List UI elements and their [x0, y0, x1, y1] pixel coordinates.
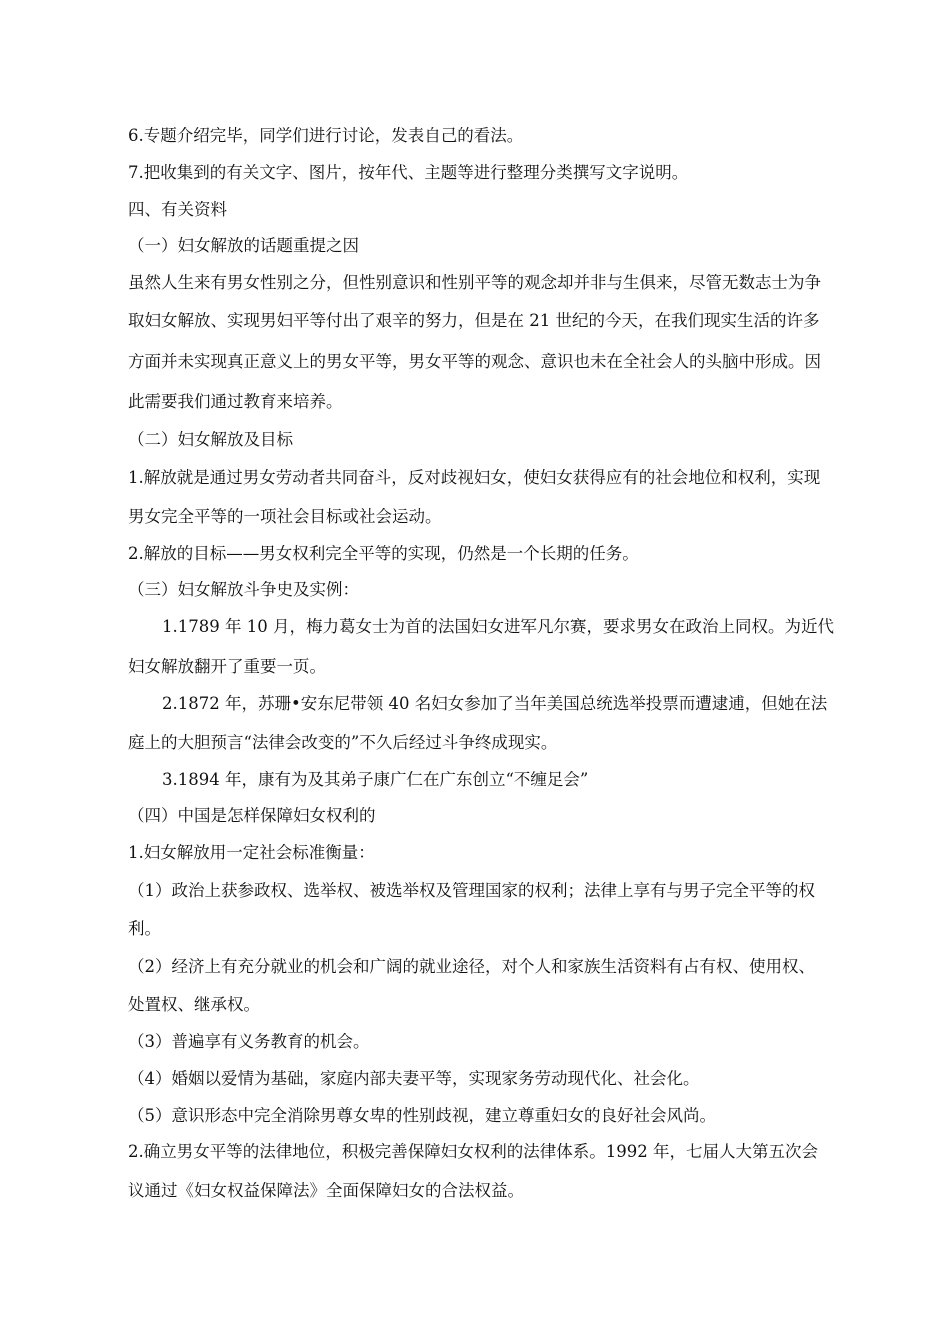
- list-item-line: 1.妇女解放用一定社会标准衡量：: [128, 843, 375, 862]
- list-item-line: （3）普遍享有义务教育的机会。: [128, 1032, 370, 1051]
- subsection-heading-2: （二）妇女解放及目标: [128, 430, 293, 449]
- list-item-line: （4）婚姻以爱情为基础，家庭内部夫妻平等，实现家务劳动现代化、社会化。: [128, 1069, 700, 1088]
- step-6-line: 6.专题介绍完毕，同学们进行讨论，发表自己的看法。: [128, 126, 524, 145]
- example-item-line: 3.1894 年，康有为及其弟子康广仁在广东创立“不缠足会”: [162, 770, 589, 789]
- example-item-line: 庭上的大胆预言“法律会改变的”不久后经过斗争终成现实。: [128, 733, 558, 752]
- list-item-line: 2.确立男女平等的法律地位，积极完善保障妇女权利的法律体系。1992 年，七届人大第五次会: [128, 1142, 818, 1161]
- paragraph-line: 虽然人生来有男女性别之分，但性别意识和性别平等的观念却并非与生俱来，尽管无数志士为争: [128, 273, 821, 292]
- subsection-heading-1: （一）妇女解放的话题重提之因: [128, 236, 359, 255]
- list-item-line: 议通过《妇女权益保障法》全面保障妇女的合法权益。: [128, 1181, 524, 1200]
- list-item-line: 2.解放的目标——男女权利完全平等的实现，仍然是一个长期的任务。: [128, 544, 639, 563]
- list-item-line: 利。: [128, 919, 161, 938]
- example-item-line: 妇女解放翻开了重要一页。: [128, 657, 326, 676]
- paragraph-line: 取妇女解放、实现男妇平等付出了艰辛的努力，但是在 21 世纪的今天，在我们现实生活的许多: [128, 311, 820, 330]
- subsection-heading-3: （三）妇女解放斗争史及实例：: [128, 580, 359, 599]
- list-item-line: （1）政治上获参政权、选举权、被选举权及管理国家的权利；法律上享有与男子完全平等的权: [128, 881, 815, 900]
- subsection-heading-4: （四）中国是怎样保障妇女权利的: [128, 806, 376, 825]
- section-heading-4: 四、有关资料: [128, 200, 227, 219]
- list-item-line: 男女完全平等的一项社会目标或社会运动。: [128, 507, 442, 526]
- list-item-line: （2）经济上有充分就业的机会和广阔的就业途径，对个人和家族生活资料有占有权、使用权、: [128, 957, 815, 976]
- list-item-line: 1.解放就是通过男女劳动者共同奋斗，反对歧视妇女，使妇女获得应有的社会地位和权利，实现: [128, 468, 821, 487]
- paragraph-line: 方面并未实现真正意义上的男女平等，男女平等的观念、意识也未在全社会人的头脑中形成。因: [128, 352, 821, 371]
- example-item-line: 1.1789 年 10 月，梅力葛女士为首的法国妇女进军凡尔赛，要求男女在政治上同权。为近代: [162, 617, 834, 636]
- step-7-line: 7.把收集到的有关文字、图片，按年代、主题等进行整理分类撰写文字说明。: [128, 163, 689, 182]
- list-item-line: （5）意识形态中完全消除男尊女卑的性别歧视，建立尊重妇女的良好社会风尚。: [128, 1106, 716, 1125]
- example-item-line: 2.1872 年，苏珊•安东尼带领 40 名妇女参加了当年美国总统选举投票而遭逮逋，但她在法: [162, 694, 828, 713]
- list-item-line: 处置权、继承权。: [128, 995, 260, 1014]
- paragraph-line: 此需要我们通过教育来培养。: [128, 392, 343, 411]
